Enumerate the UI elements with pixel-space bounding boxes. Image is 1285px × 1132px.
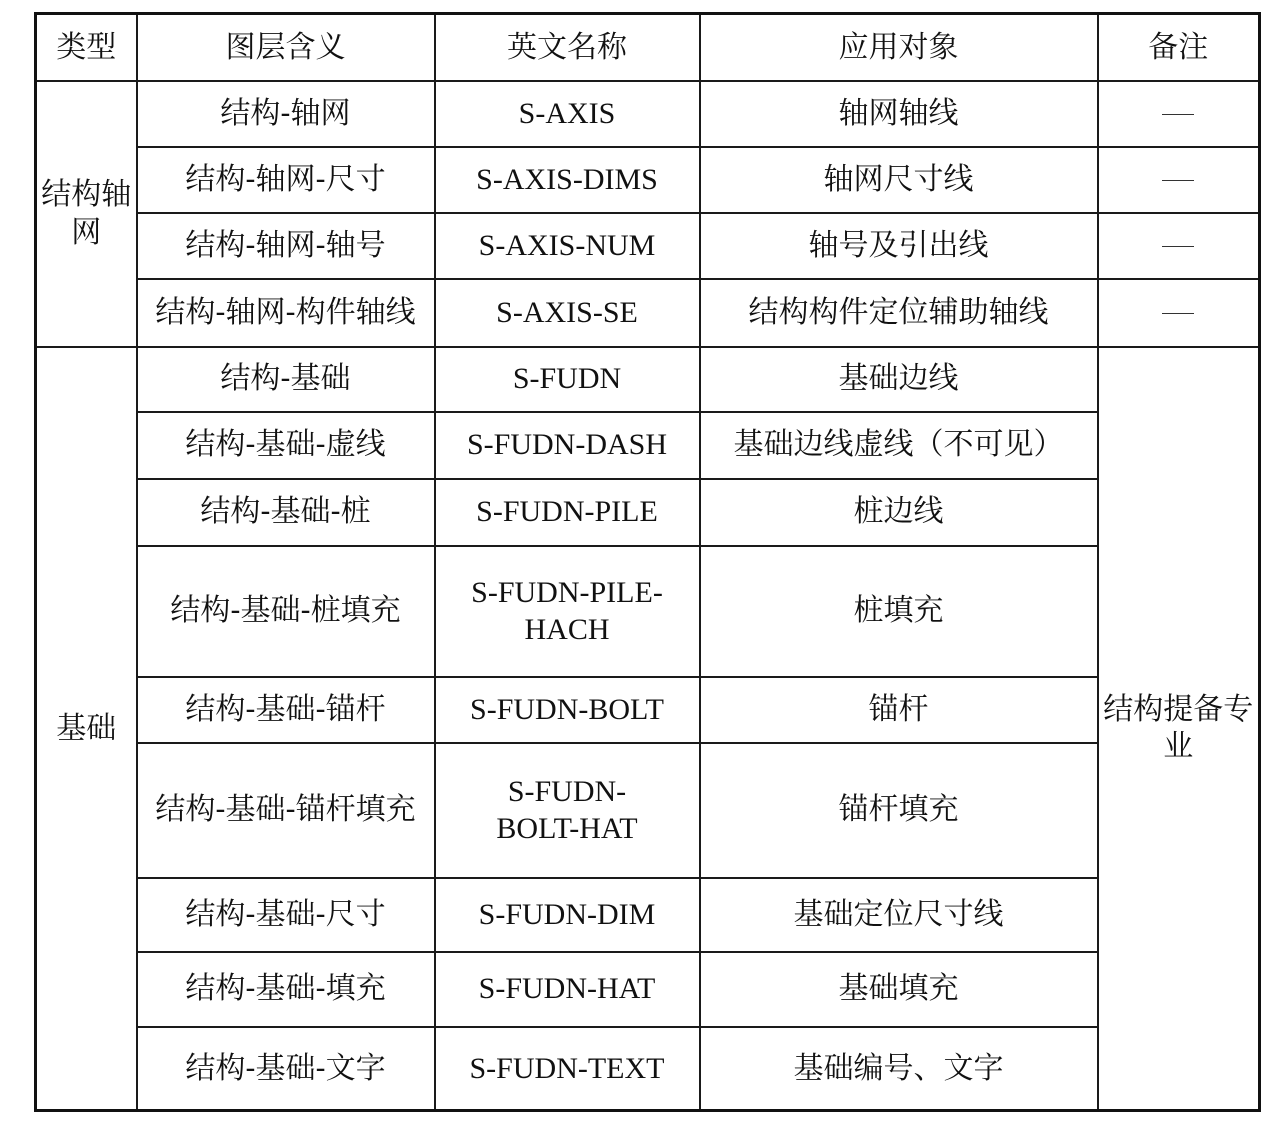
note-cell — [1098, 213, 1260, 279]
meaning-cell: 结构-基础-桩 — [137, 479, 435, 546]
object-cell: 基础编号、文字 — [700, 1027, 1098, 1111]
object-cell: 基础填充 — [700, 952, 1098, 1027]
english-name-cell: S-FUDN-PILE — [435, 479, 700, 546]
header-meaning: 图层含义 — [137, 14, 435, 81]
object-cell: 基础边线虚线（不可见） — [700, 412, 1098, 479]
object-cell: 基础定位尺寸线 — [700, 878, 1098, 952]
english-name-cell: S-AXIS-NUM — [435, 213, 700, 279]
english-name-cell: S-AXIS-SE — [435, 279, 700, 347]
table-row — [36, 412, 1260, 479]
object-cell: 轴号及引出线 — [700, 213, 1098, 279]
type-cell-axis: 结构轴网 — [36, 81, 137, 347]
english-name-cell: S-FUDN-TEXT — [435, 1027, 700, 1111]
layer-table — [34, 12, 1261, 1112]
english-name-cell: S-FUDN-DASH — [435, 412, 700, 479]
table-row — [36, 677, 1260, 743]
dash-mark — [1162, 313, 1194, 314]
meaning-cell: 结构-轴网-尺寸 — [137, 147, 435, 213]
meaning-cell: 结构-基础-锚杆填充 — [137, 743, 435, 878]
table-row — [36, 279, 1260, 347]
table-row — [36, 952, 1260, 1027]
object-cell: 轴网尺寸线 — [700, 147, 1098, 213]
meaning-cell: 结构-基础-桩填充 — [137, 546, 435, 677]
english-name-cell: S-FUDN-PILE-HACH — [435, 546, 700, 677]
note-cell — [1098, 147, 1260, 213]
english-name-cell: S-FUDN-HAT — [435, 952, 700, 1027]
header-english: 英文名称 — [435, 14, 700, 81]
table-row — [36, 878, 1260, 952]
note-cell-foundation: 结构提备专业 — [1098, 347, 1260, 1111]
meaning-cell: 结构-基础-文字 — [137, 1027, 435, 1111]
header-type: 类型 — [36, 14, 137, 81]
object-cell: 桩填充 — [700, 546, 1098, 677]
meaning-cell: 结构-基础 — [137, 347, 435, 412]
object-cell: 桩边线 — [700, 479, 1098, 546]
english-name-cell: S-AXIS-DIMS — [435, 147, 700, 213]
dash-mark — [1162, 180, 1194, 181]
table-row — [36, 147, 1260, 213]
note-cell — [1098, 279, 1260, 347]
meaning-cell: 结构-轴网-轴号 — [137, 213, 435, 279]
note-cell — [1098, 81, 1260, 147]
dash-mark — [1162, 246, 1194, 247]
header-object: 应用对象 — [700, 14, 1098, 81]
english-name-cell: S-AXIS — [435, 81, 700, 147]
meaning-cell: 结构-基础-填充 — [137, 952, 435, 1027]
meaning-cell: 结构-基础-尺寸 — [137, 878, 435, 952]
meaning-cell: 结构-基础-锚杆 — [137, 677, 435, 743]
object-cell: 基础边线 — [700, 347, 1098, 412]
english-name-cell: S-FUDN-DIM — [435, 878, 700, 952]
header-note: 备注 — [1098, 14, 1260, 81]
meaning-cell: 结构-轴网-构件轴线 — [137, 279, 435, 347]
table-row — [36, 743, 1260, 878]
dash-mark — [1162, 114, 1194, 115]
type-cell-foundation: 基础 — [36, 347, 137, 1111]
table-row — [36, 213, 1260, 279]
object-cell: 结构构件定位辅助轴线 — [700, 279, 1098, 347]
meaning-cell: 结构-基础-虚线 — [137, 412, 435, 479]
table-row — [36, 81, 1260, 147]
table-row — [36, 546, 1260, 677]
english-name-cell: S-FUDN — [435, 347, 700, 412]
object-cell: 轴网轴线 — [700, 81, 1098, 147]
header-row — [36, 14, 1260, 81]
object-cell: 锚杆填充 — [700, 743, 1098, 878]
table-row — [36, 1027, 1260, 1111]
table-row — [36, 347, 1260, 412]
meaning-cell: 结构-轴网 — [137, 81, 435, 147]
table-row — [36, 479, 1260, 546]
object-cell: 锚杆 — [700, 677, 1098, 743]
english-name-cell: S-FUDN-BOLT-HAT — [435, 743, 700, 878]
english-name-cell: S-FUDN-BOLT — [435, 677, 700, 743]
